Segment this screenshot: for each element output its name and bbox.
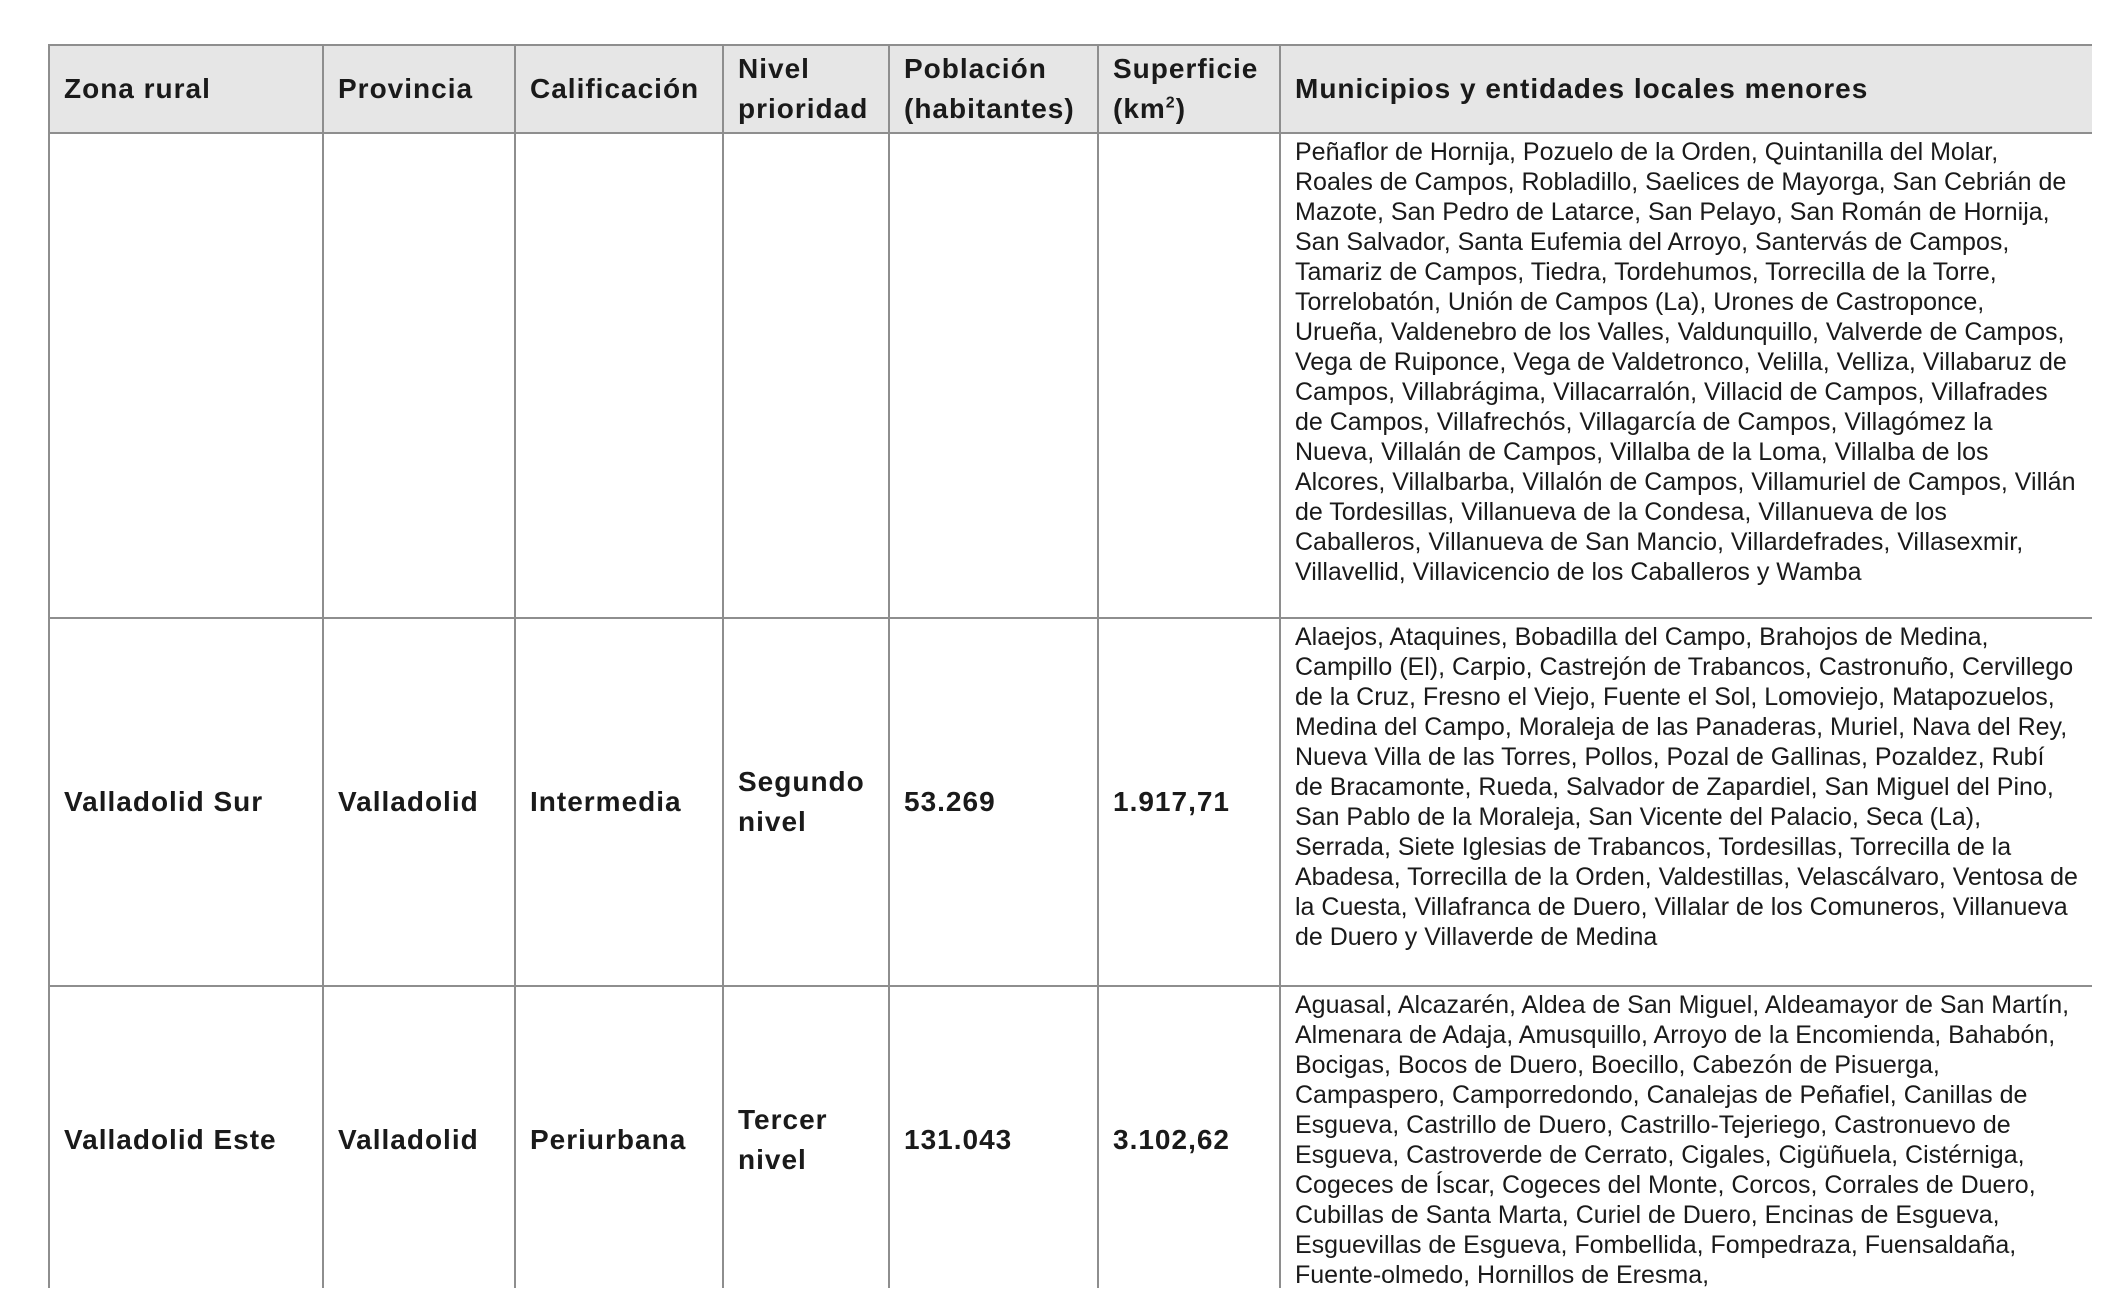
cell-superficie — [1098, 133, 1280, 618]
table-row — [49, 618, 2092, 986]
cell-municipios — [1280, 986, 2092, 1288]
cell-superficie: 1.917,71 — [1098, 618, 1280, 986]
header-superficie: Superficie $(km^2)$ — [1098, 45, 1280, 133]
cell-poblacion: 131.043 — [889, 986, 1098, 1288]
header-zona: Zona rural — [49, 45, 323, 133]
cell-superficie: 3.102,62 — [1098, 986, 1280, 1288]
header-municipios: Municipios y entidades locales menores — [1280, 45, 2092, 133]
header-nivel-prioridad: Nivel prioridad — [723, 45, 889, 133]
cell-zona — [49, 133, 323, 618]
cell-provincia: Valladolid — [323, 618, 515, 986]
cell-calificacion: Intermedia — [515, 618, 723, 986]
cell-poblacion — [889, 133, 1098, 618]
cell-municipios: Alaejos, Ataquines, Bobadilla del Campo, Brahojos de Medina, Campillo (El), Carpio, Castrejón de Trabancos, Castronuño, Cervillego de la Cruz, Fresno el Viejo, Fuente el Sol, Lomoviejo, Matapozuelos, Medina del Campo, Moraleja de las Panaderas, Muriel, Nava del Rey, Nueva Villa de las Torres, Pollos, Pozal de Gallinas, Pozaldez, Rubí de Bracamonte, Rueda, Salvador de Zapardiel, San Miguel del Pino, San Pablo de la Moraleja, San Vicente del Palacio, Seca (La), Serrada, Siete Iglesias de Trabancos, Tordesillas, Torrecilla de la Abadesa, Torrecilla de la Orden, Valdestillas, Velascálvaro, Ventosa de la Cuesta, Villafranca de Duero, Villalar de los Comuneros, Villanueva de Duero y Villaverde de Medina — [1280, 618, 2092, 986]
cell-provincia: Valladolid — [323, 986, 515, 1288]
header-provincia: Provincia — [323, 45, 515, 133]
cell-calificacion — [515, 133, 723, 618]
cell-provincia — [323, 133, 515, 618]
cell-calificacion: Periurbana — [515, 986, 723, 1288]
cell-nivel: Tercer nivel — [723, 986, 889, 1288]
header-poblacion: Población (habitantes) — [889, 45, 1098, 133]
table-row — [49, 986, 2092, 1288]
cell-poblacion: 53.269 — [889, 618, 1098, 986]
table-header-row — [49, 45, 2092, 133]
table-row — [49, 133, 2092, 618]
cell-nivel: Segundo nivel — [723, 618, 889, 986]
cell-municipios: Peñaflor de Hornija, Pozuelo de la Orden, Quintanilla del Molar, Roales de Campos, Robladillo, Saelices de Mayorga, San Cebrián de Mazote, San Pedro de Latarce, San Pelayo, San Román de Hornija, San Salvador, Santa Eufemia del Arroyo, Santervás de Campos, Tamariz de Campos, Tiedra, Tordehumos, Torrecilla de la Torre, Torrelobatón, Unión de Campos (La), Urones de Castroponce, Urueña, Valdenebro de los Valles, Valdunquillo, Valverde de Campos, Vega de Ruiponce, Vega de Valdetronco, Velilla, Velliza, Villabaruz de Campos, Villabrágima, Villacarralón, Villacid de Campos, Villafrades de Campos, Villafrechós, Villagarcía de Campos, Villagómez la Nueva, Villalán de Campos, Villalba de la Loma, Villalba de los Alcores, Villalbarba, Villalón de Campos, Villamuriel de Campos, Villán de Tordesillas, Villanueva de la Condesa, Villanueva de los Caballeros, Villanueva de San Mancio, Villardefrades, Villasexmir, Villavellid, Villavicencio de los Caballeros y Wamba — [1280, 133, 2092, 618]
cell-nivel — [723, 133, 889, 618]
header-calificacion: Calificación — [515, 45, 723, 133]
rural-zones-table — [48, 44, 2092, 1288]
cell-zona: Valladolid Sur — [49, 618, 323, 986]
municipios-text: Aguasal, Alcazarén, Aldea de San Miguel, Aldeamayor de San Martín, Almenara de Adaja, Amusquillo, Arroyo de la Encomienda, Bahabón, Bocigas, Bocos de Duero, Boecillo, Cabezón de Pisuerga, Campaspero, Camporredondo, Canalejas de Peñafiel, Canillas de Esgueva, Castrillo de Duero, Castrillo-Tejeriego, Castronuevo de Esgueva, Castroverde de Cerrato, Cigales, Cigüñuela, Cistérniga, Cogeces de Íscar, Cogeces del Monte, Corcos, Corrales de Duero, Cubillas de Santa Marta, Curiel de Duero, Encinas de Esgueva, Esguevillas de Esgueva, Fombellida, Fompedraza, Fuensaldaña, Fuente-olmedo, Hornillos de Eresma, — [1295, 991, 2070, 1288]
document-page — [48, 44, 2092, 1288]
cell-zona: Valladolid Este — [49, 986, 323, 1288]
